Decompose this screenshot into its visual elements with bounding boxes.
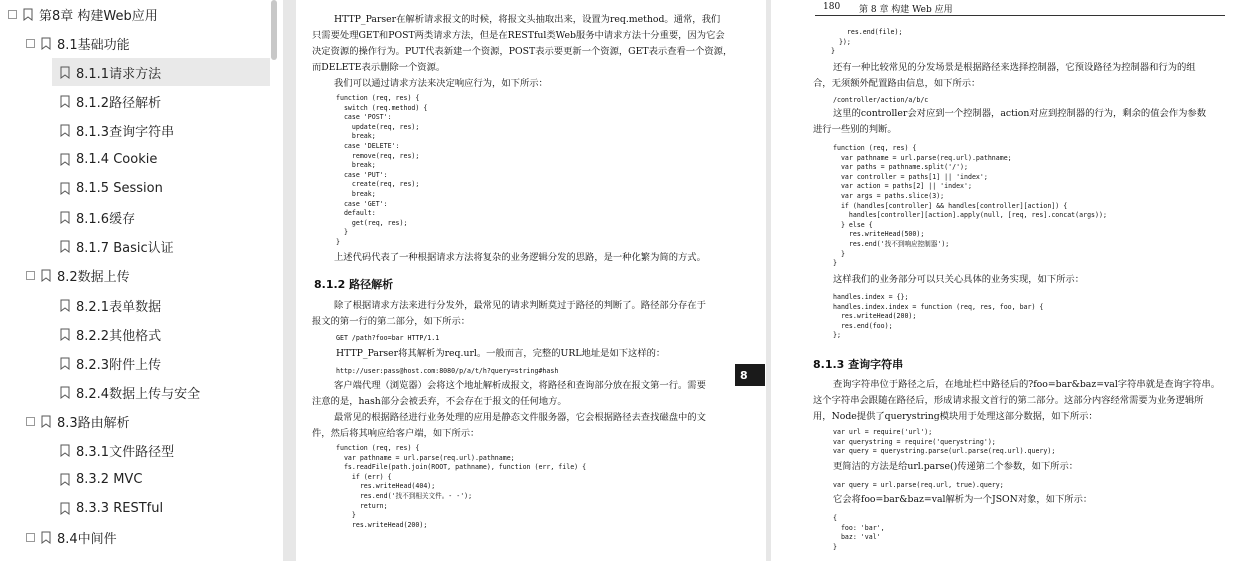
code-line: if (handles[controller] && handles[controller][action]) { [833,201,1068,210]
bookmark-icon [23,8,33,21]
bookmark-icon [60,502,70,515]
bookmark-icon [41,269,51,282]
toc-item-label: 8.3路由解析 [57,415,130,431]
bookmark-icon [60,299,70,312]
toc-item-label: 8.4中间件 [57,532,117,548]
code-block [833,514,885,552]
code-block [833,144,1107,269]
expand-toggle-icon[interactable] [8,10,17,19]
bookmark-icon [60,182,70,195]
code-line: foo: 'bar', [833,523,885,532]
code-line: var pathname = url.parse(req.url).pathname; [833,153,1012,162]
code-line: var pathname = url.parse(req.url).pathname; [336,453,515,462]
code-line: case 'POST': [336,113,392,122]
code-line: var args = paths.slice(3); [833,191,945,200]
code-line: remove(req, res); [336,151,420,160]
code-line: var url = require('url'); [833,428,933,436]
code-line: res.end(foo); [833,321,893,330]
header-rule [815,15,1225,16]
running-head-title: 第 8 章 构建 Web 应用 [859,5,953,15]
toc-item[interactable] [0,407,283,435]
bookmark-icon [60,240,70,253]
code-line: baz: 'val' [833,533,881,542]
code-block [831,28,902,57]
toc-item[interactable] [0,262,283,290]
toc-item[interactable] [52,349,272,377]
code-line: update(req, res); [336,122,420,131]
expand-toggle-icon[interactable] [26,533,35,542]
toc-item-label: 8.2.4数据上传与安全 [76,386,201,402]
code-line: res.writeHead(500); [833,230,925,239]
toc-item[interactable] [52,466,272,494]
expand-toggle-icon[interactable] [26,39,35,48]
bookmark-icon [41,531,51,544]
toc-item-label: 8.1.7 Basic认证 [76,241,174,257]
toc-item-label: 第8章 构建Web应用 [39,8,158,24]
toc-item-label: 8.1.3查询字符串 [76,124,175,140]
toc-item-label: 8.1.6缓存 [76,212,136,228]
bookmark-icon [60,153,70,166]
code-line: switch (req.method) { [336,103,428,112]
toc-item-label: 8.1.5 Session [76,181,163,197]
code-line: } [833,542,837,551]
toc-item[interactable] [52,378,272,406]
section-heading: 8.1.2 路径解析 [314,278,394,291]
code-line: var querystring = require('querystring'); [833,437,996,446]
code-line: return; [336,501,388,510]
code-line: res.writeHead(200); [336,520,428,529]
toc-item-label: 8.2.1表单数据 [76,299,162,315]
bookmark-icon [60,357,70,370]
code-line: get(req, res); [336,218,408,227]
bookmark-icon [41,415,51,428]
toc-item[interactable] [0,0,272,28]
toc-item[interactable] [52,291,272,319]
code-line: handles.index = {}; [833,293,909,301]
code-line: var query = url.parse(req.url, true).query; [833,481,1004,489]
code-line: }); [831,37,851,46]
toc-item[interactable] [52,116,272,144]
page-number-badge: 8 [735,364,765,386]
sidebar-scrollbar-track[interactable] [270,0,278,561]
code-line: res.writeHead(404); [336,482,436,491]
paragraph: 查询字符串位于路径之后，在地址栏中路径后的?foo=bar&baz=val字符串就是查询字符串。 这个字符串会跟随在路径后，形成请求报文首行的第二部分。这部分内容经常需要为业务逻辑所 用，Node提供了querystring模块用于处理这部分数据，如下所示： [813,379,1221,422]
toc-item[interactable] [0,524,283,552]
toc-item-label: 8.1.4 Cookie [76,152,158,167]
code-line: res.end('找不到相关文件。- -'); [336,491,473,500]
code-block [336,94,427,248]
bookmark-icon [60,386,70,399]
code-line: var paths = pathname.split('/'); [833,163,968,172]
code-line: } [336,237,340,246]
code-line: create(req, res); [336,180,420,189]
toc-sidebar [0,0,283,561]
toc-item-label: 8.2数据上传 [57,270,130,286]
toc-item[interactable] [52,146,272,174]
expand-toggle-icon[interactable] [26,417,35,426]
code-line: GET /path?foo=bar HTTP/1.1 [336,334,440,342]
code-line: default: [336,209,376,218]
code-block [336,444,586,530]
section-heading: 8.1.3 查询字符串 [813,358,904,371]
toc-item[interactable] [0,29,283,57]
toc-item[interactable] [52,175,272,203]
code-line: handles[controller][action].apply(null, [req, res].concat(args)); [833,211,1107,220]
paragraph: 这里的controller会对应到一个控制器，action对应到控制器的行为，剩余的值会作为参数 进行一些别的判断。 [813,108,1207,135]
bookmark-icon [60,124,70,137]
toc-item[interactable] [52,320,272,348]
code-line: function (req, res) { [336,94,420,102]
code-line: } else { [833,220,873,229]
toc-item-label: 8.3.1文件路径型 [76,445,175,460]
document-page-left [296,0,766,561]
toc-item[interactable] [52,58,272,86]
code-line: function (req, res) { [336,444,420,452]
toc-item-label: 8.3.3 RESTful [76,501,164,517]
code-line: }; [833,331,841,340]
paragraph: HTTP_Parser将其解析为req.url。一般而言，完整的URL地址是如下这样的： [336,348,666,359]
paragraph: 还有一种比较常见的分发场景是根据路径来选择控制器，它预设路径为控制器和行为的组 合，无须额外配置路由信息，如下所示： [813,62,1196,89]
document-page-right [771,0,1237,561]
sidebar-scrollbar-thumb[interactable] [271,0,277,60]
bookmark-icon [60,473,70,486]
toc-item-label: 8.2.2其他格式 [76,328,162,344]
code-line: break; [336,189,376,198]
toc-item-label: 8.1.2路径解析 [76,95,162,111]
code-line: } [833,259,837,268]
bookmark-icon [60,444,70,457]
code-line: case 'GET': [336,199,388,208]
code-line: { [833,514,837,522]
code-line: } [833,249,845,258]
code-line: res.writeHead(200); [833,312,917,321]
code-line: fs.readFile(path.join(ROOT, pathname), function (err, file) { [336,463,587,472]
code-line: var query = querystring.parse(url.parse(req.url).query); [833,447,1056,456]
bookmark-icon [60,95,70,108]
code-block [833,428,1055,457]
bookmark-icon [60,66,70,79]
code-line: if (err) { [336,472,392,481]
code-line: case 'DELETE': [336,141,400,150]
code-line: function (req, res) { [833,144,917,152]
toc-item-label: 8.3.2 MVC [76,472,143,488]
code-line: break; [336,132,376,141]
code-line: } [336,511,356,520]
paragraph: 它会将foo=bar&baz=val解析为一个JSON对象，如下所示： [833,494,1093,505]
toc-item-label: 8.1.1请求方法 [76,66,162,82]
bookmark-icon [60,328,70,341]
toc-item[interactable] [52,204,272,232]
code-line: http://user:pass@host.com:8080/p/a/t/h?query=string#hash [336,367,559,375]
toc-item[interactable] [52,437,272,465]
code-block [833,293,1043,341]
toc-item-label: 8.2.3附件上传 [76,357,162,373]
toc-item[interactable] [52,233,272,261]
running-head-page-number: 180 [823,2,841,12]
code-line: } [336,228,348,237]
paragraph: 客户端代理（浏览器）会将这个地址解析成报文，将路径和查询部分放在报文第一行。需要 注意的是，hash部分会被丢弃，不会存在于报文的任何地方。 最常见的根据路径进行业务处理的应用是静态文件服务器，它会根据路径去查找磁盘中的文 件，然后将其响应给客户端，如下所示： [312,380,706,439]
bookmark-icon [41,37,51,50]
paragraph: HTTP_Parser在解析请求报文的时候，将报文头抽取出来，设置为req.method。通常，我们 只需要处理GET和POST两类请求方法，但是在RESTful类Web服务中请求方法十分重要，因为它会 决定资源的操作行为。PUT代表新建一个资源，POST表示要更新一个资源，GET表示查看一个资源， 而DELETE表示删除一个资源。 我们可以通过请求方法来决定响应行为，如下所示： [312,14,733,89]
paragraph: 上述代码代表了一种根据请求方法将复杂的业务逻辑分发的思路，是一种化繁为简的方式。 [334,252,706,263]
code-line: } [831,47,835,56]
split-gutter[interactable] [283,0,295,561]
toc-item[interactable] [52,87,272,115]
bookmark-icon [60,211,70,224]
code-line: res.end(file); [831,28,903,36]
code-line: break; [336,161,376,170]
paragraph: 这样我们的业务部分可以只关心具体的业务实现，如下所示： [833,274,1085,285]
code-line: var action = paths[2] || 'index'; [833,182,972,191]
code-line: handles.index.index = function (req, res, foo, bar) { [833,302,1044,311]
code-line: case 'PUT': [336,170,388,179]
toc-item[interactable] [52,495,272,523]
paragraph: 更简洁的方法是给url.parse()传递第二个参数，如下所示： [833,461,1079,472]
expand-toggle-icon[interactable] [26,271,35,280]
code-line: var controller = paths[1] || 'index'; [833,172,988,181]
toc-item-label: 8.1基础功能 [57,37,130,53]
code-line: /controller/action/a/b/c [833,96,929,104]
paragraph: 除了根据请求方法来进行分发外，最常见的请求判断莫过于路径的判断了。路径部分存在于 报文的第一行的第二部分，如下所示： [312,300,706,327]
code-line: res.end('找不到响应控制器'); [833,239,950,248]
